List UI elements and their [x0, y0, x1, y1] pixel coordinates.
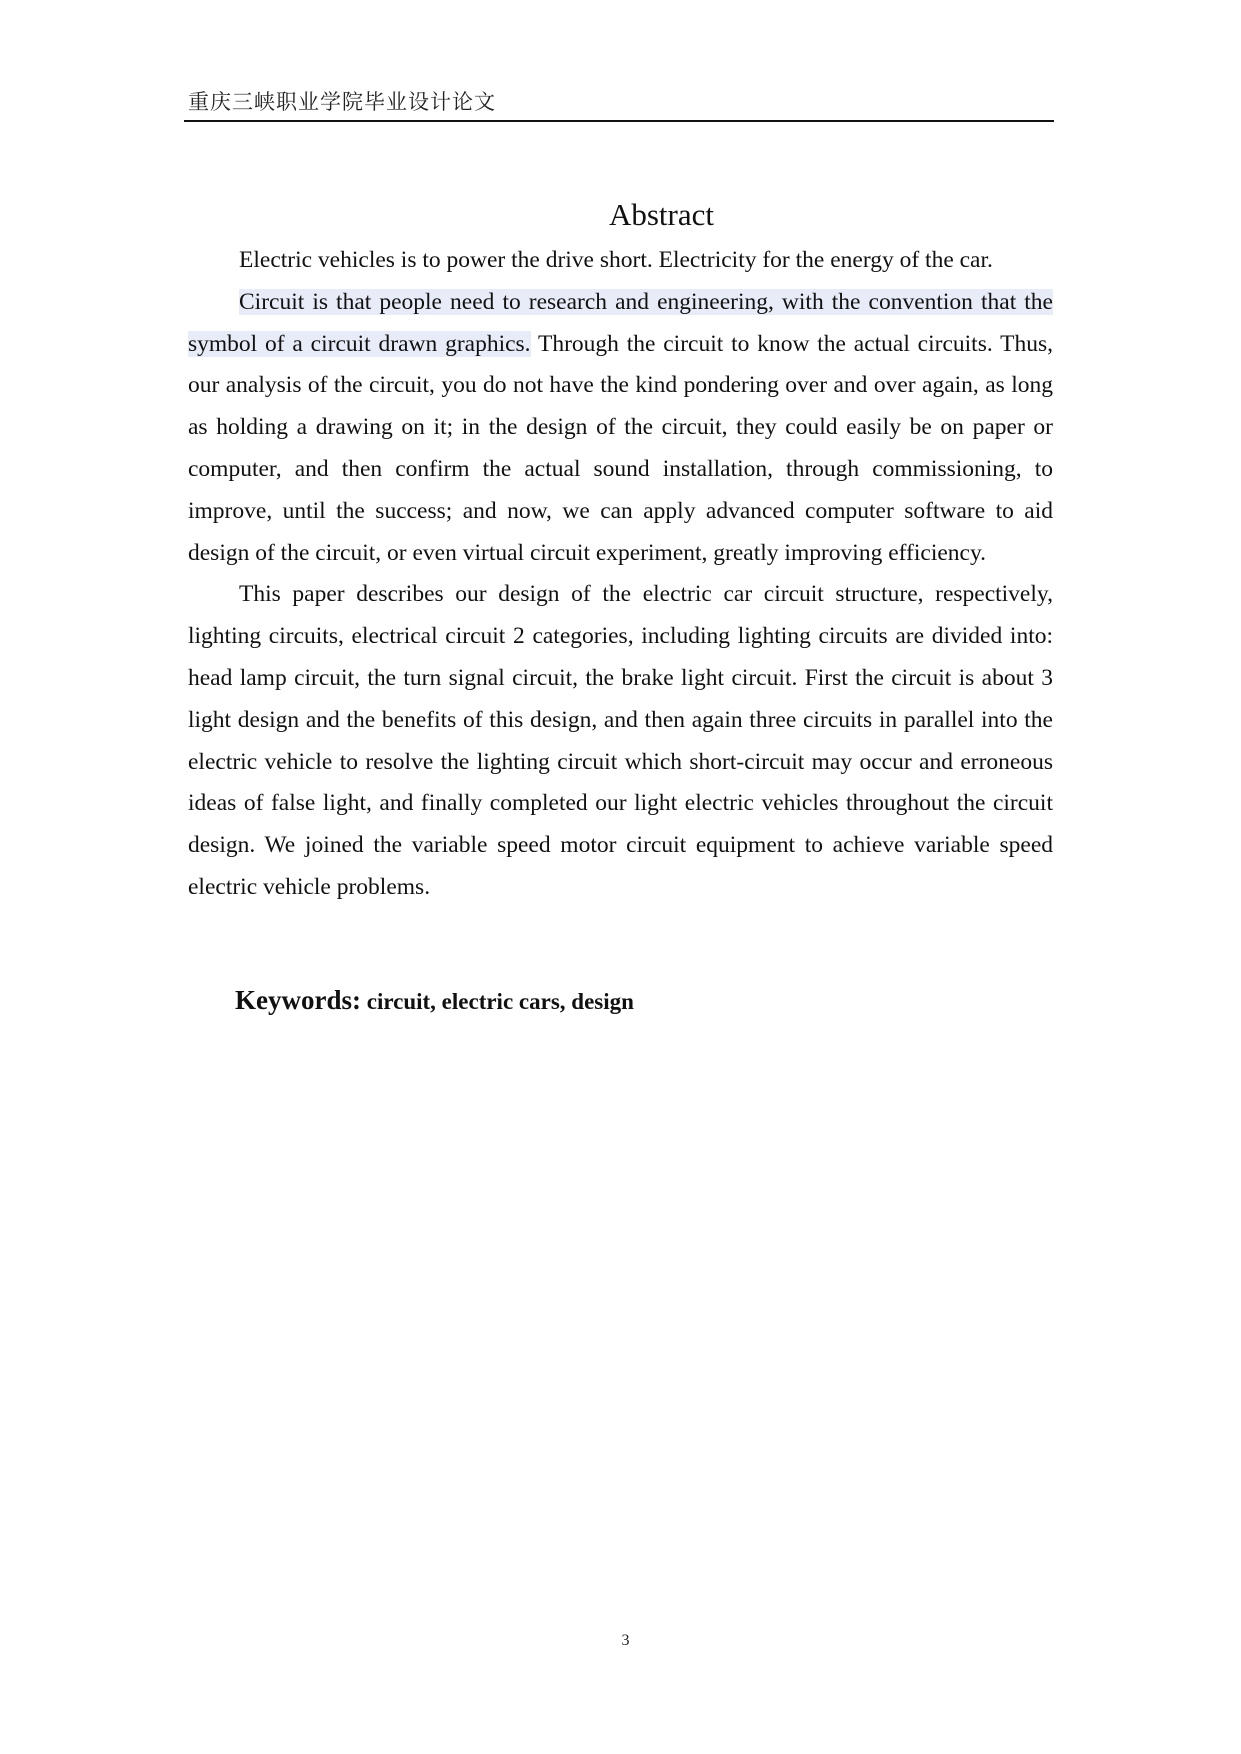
selected-text-highlight[interactable]: Circuit is that people need to research and engineering, with the convention that the symbol of a circuit drawn graphics. — [188, 288, 1053, 357]
keywords-label: Keywords: — [235, 985, 361, 1015]
abstract-paragraph-2 — [188, 282, 1053, 575]
abstract-paragraph-2-rest: Through the circuit to know the actual circuits. Thus, our analysis of the circuit, you do not have the kind pondering over and over again, as long as holding a drawing on it; in the design of the circuit, they could easily be on paper or computer, and then confirm the actual sound installation, through commissioning, to improve, until the success; and now, we can apply advanced computer software to aid design of the circuit, or even virtual circuit experiment, greatly improving efficiency. — [188, 330, 1053, 566]
header-title: 重庆三峡职业学院毕业设计论文 — [188, 90, 496, 114]
page-number: 3 — [621, 1632, 630, 1649]
keywords-values: circuit, electric cars, design — [360, 989, 634, 1014]
abstract-paragraph-3: This paper describes our design of the electric car circuit structure, respectively, lighting circuits, electrical circuit 2 categories, including lighting circuits are divided into: head lamp circuit, the turn signal circuit, the brake light circuit. First the circuit is about 3 light design and the benefits of this design, and then again three circuits in parallel into the electric vehicle to resolve the lighting circuit which short-circuit may occur and erroneous ideas of false light, and finally completed our light electric vehicles throughout the circuit design. We joined the variable speed motor circuit equipment to achieve variable speed electric vehicle problems. — [188, 581, 1053, 900]
abstract-paragraph-1: Electric vehicles is to power the drive short. Electricity for the energy of the car. — [239, 247, 993, 273]
abstract-body — [188, 240, 1053, 909]
keywords-line — [235, 985, 634, 1016]
abstract-heading: Abstract — [608, 197, 715, 232]
page-header — [184, 86, 1054, 122]
